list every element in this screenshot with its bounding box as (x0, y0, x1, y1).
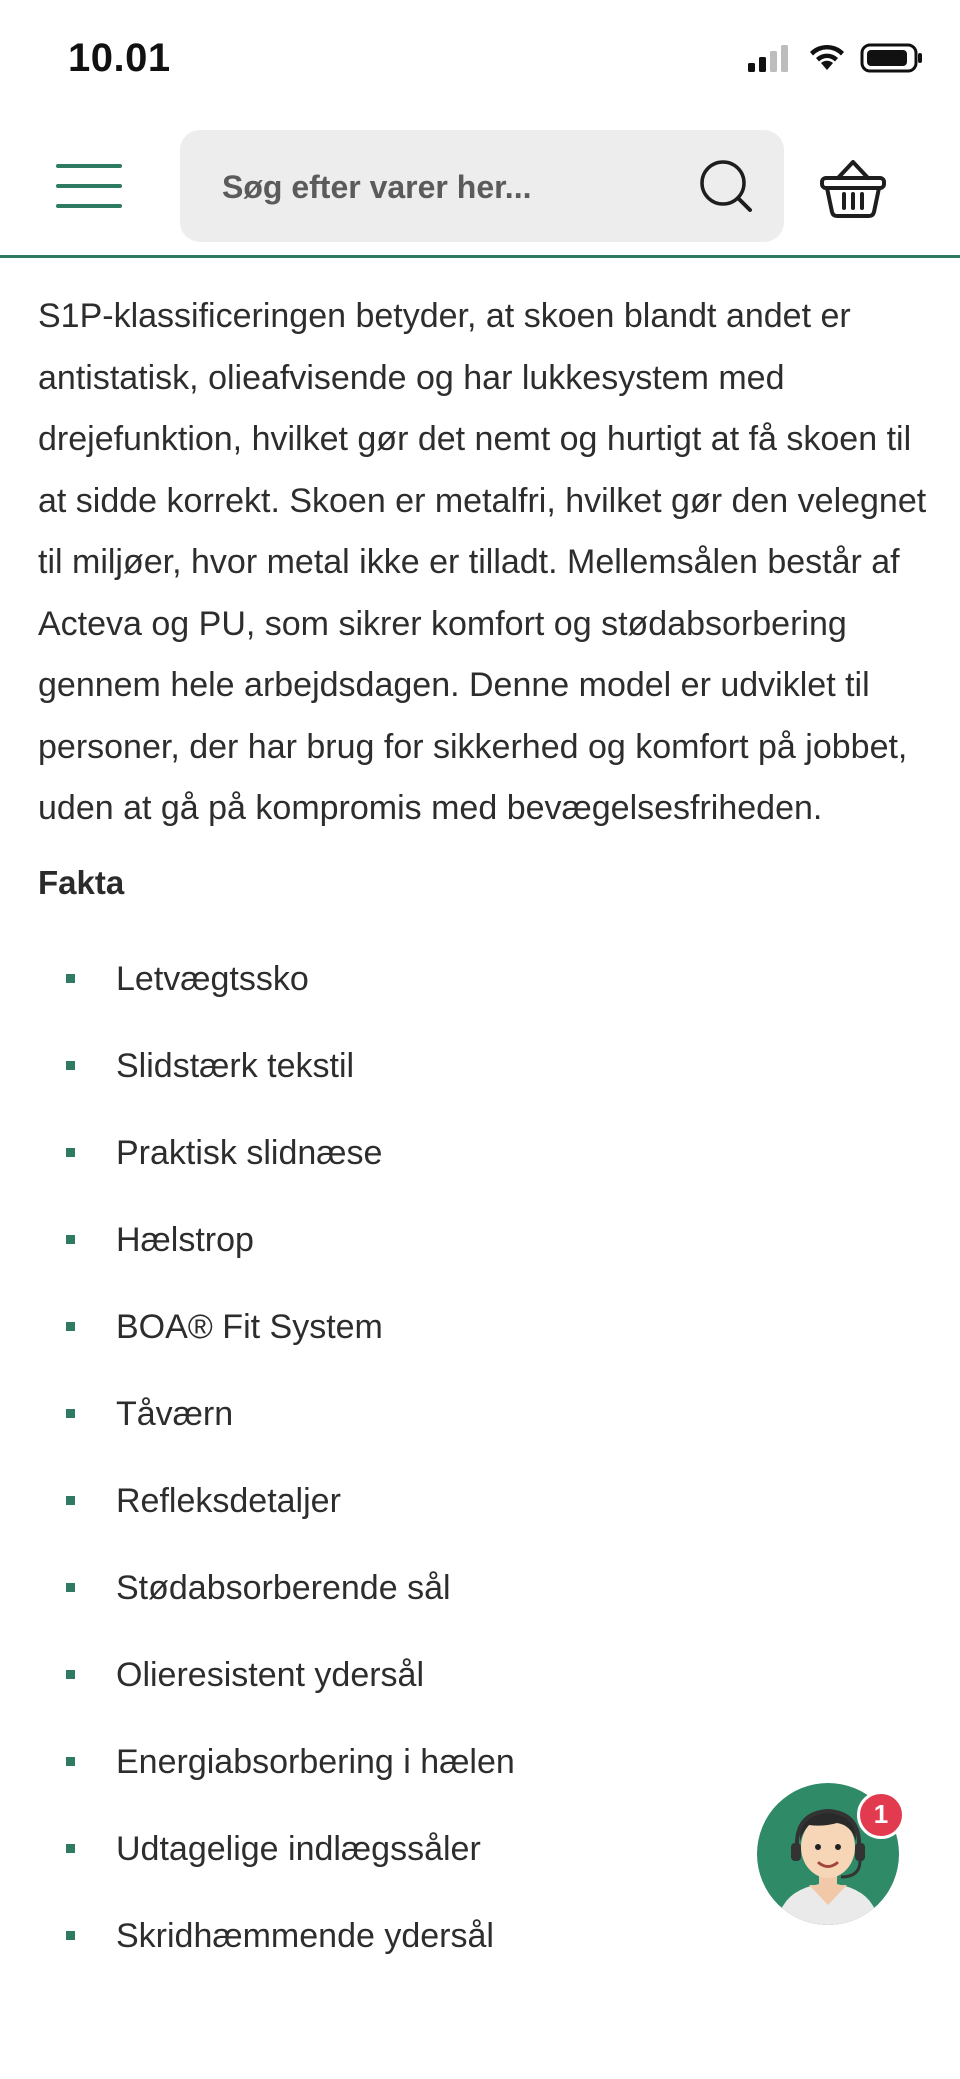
signal-icon (746, 43, 794, 73)
basket-icon[interactable] (818, 156, 888, 220)
menu-icon (56, 164, 122, 168)
menu-icon-line (56, 184, 122, 188)
list-item (38, 1197, 928, 1284)
bullet-icon (66, 1583, 75, 1592)
list-item (38, 1284, 928, 1371)
list-item (38, 1545, 928, 1632)
list-item (38, 1632, 928, 1719)
list-item (38, 1023, 928, 1110)
bullet-icon (66, 1844, 75, 1853)
list-item (38, 1110, 928, 1197)
bullet-icon (66, 1931, 75, 1940)
fact-text: Energiabsorbering i hælen (116, 1742, 515, 1781)
site-header (0, 120, 960, 258)
list-item (38, 936, 928, 1023)
bullet-icon (66, 1235, 75, 1244)
bullet-icon (66, 1148, 75, 1157)
list-item (38, 1458, 928, 1545)
fact-text: Refleksdetaljer (116, 1481, 341, 1520)
search-box (180, 130, 784, 242)
fact-text: Praktisk slidnæse (116, 1133, 383, 1172)
notification-badge: 1 (857, 1791, 905, 1839)
search-icon[interactable] (698, 158, 754, 214)
fact-text: Slidstærk tekstil (116, 1046, 355, 1085)
wifi-icon (808, 43, 846, 73)
status-bar (0, 0, 960, 120)
search-input[interactable] (220, 130, 684, 244)
bullet-icon (66, 1757, 75, 1766)
facts-heading: Fakta (38, 863, 125, 901)
fact-text: Skridhæmmende ydersål (116, 1916, 494, 1955)
bullet-icon (66, 974, 75, 983)
bullet-icon (66, 1670, 75, 1679)
fact-text: Letvægtssko (116, 959, 309, 998)
status-time: 10.01 (68, 36, 171, 80)
product-content (38, 258, 928, 1980)
fact-text: BOA® Fit System (116, 1307, 383, 1346)
product-description: S1P-klassificeringen betyder, at skoen blandt andet er antistatisk, olieafvisende og har lukkesystem med drejefunktion, hvilket gør det nemt og hurtigt at få skoen til at sidde korrekt. Skoen er metalfri, hvilket gør den velegnet til miljøer, hvor metal ikke er tilladt. Mellemsålen består af Acteva og PU, som sikrer komfort og stødabsorbering gennem hele arbejdsdagen. Denne model er udviklet til personer, der har brug for sikkerhed og komfort på jobbet, uden at gå på kompromis med bevægelsesfriheden. (38, 297, 927, 827)
bullet-icon (66, 1322, 75, 1331)
menu-button[interactable] (56, 164, 122, 212)
bullet-icon (66, 1409, 75, 1418)
bullet-icon (66, 1496, 75, 1505)
menu-icon-line (56, 204, 122, 208)
fact-text: Stødabsorberende sål (116, 1568, 451, 1607)
fact-text: Hælstrop (116, 1220, 254, 1259)
fact-text: Tåværn (116, 1394, 234, 1433)
status-icons (746, 42, 924, 74)
battery-icon (860, 42, 924, 74)
bullet-icon (66, 1061, 75, 1070)
fact-text: Udtagelige indlægssåler (116, 1829, 481, 1868)
chat-button[interactable] (757, 1783, 899, 1925)
fact-text: Olieresistent ydersål (116, 1655, 425, 1694)
list-item (38, 1371, 928, 1458)
